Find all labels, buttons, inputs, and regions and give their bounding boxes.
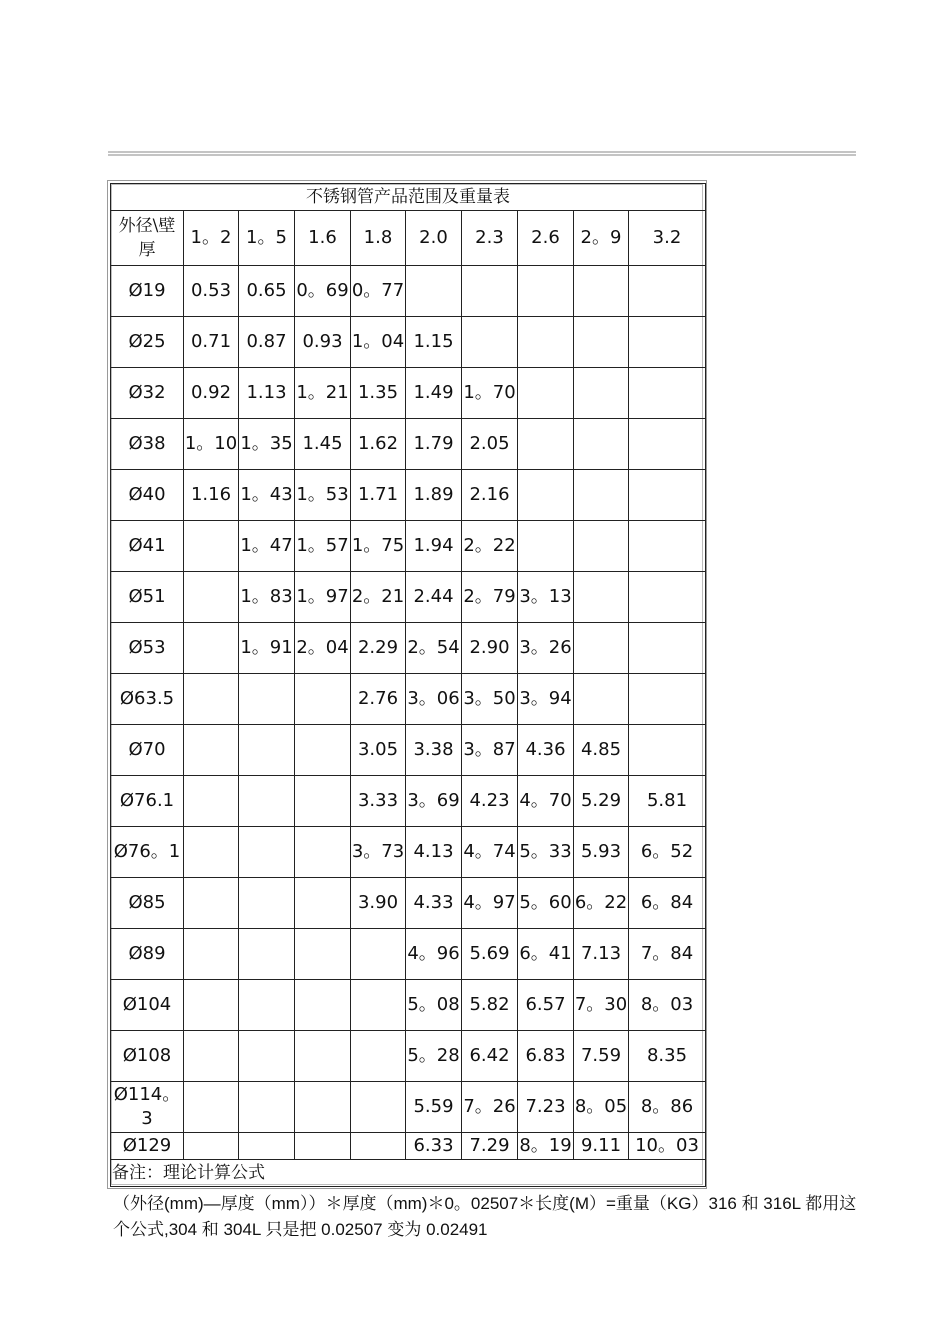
outer-diameter-cell: Ø38 bbox=[111, 419, 184, 470]
weight-cell: 8。19 bbox=[518, 1133, 574, 1160]
weight-cell: 2.05 bbox=[462, 419, 518, 470]
weight-cell bbox=[518, 419, 574, 470]
weight-cell bbox=[295, 929, 351, 980]
outer-diameter-cell: Ø41 bbox=[111, 521, 184, 572]
weight-cell bbox=[574, 419, 629, 470]
weight-cell: 4。70 bbox=[518, 776, 574, 827]
weight-cell: 6。84 bbox=[629, 878, 706, 929]
weight-cell: 1.35 bbox=[351, 368, 406, 419]
weight-cell: 0.65 bbox=[239, 266, 295, 317]
weight-cell: 3。73 bbox=[351, 827, 406, 878]
weight-cell bbox=[629, 470, 706, 521]
weight-cell: 2.90 bbox=[462, 623, 518, 674]
weight-cell: 10。03 bbox=[629, 1133, 706, 1160]
table-row bbox=[111, 1031, 706, 1082]
table-row bbox=[111, 1133, 706, 1160]
weight-cell bbox=[351, 929, 406, 980]
thickness-header: 1.6 bbox=[295, 211, 351, 266]
outer-diameter-cell: Ø51 bbox=[111, 572, 184, 623]
weight-cell: 1。43 bbox=[239, 470, 295, 521]
weight-cell: 6.57 bbox=[518, 980, 574, 1031]
thickness-header: 1.8 bbox=[351, 211, 406, 266]
weight-cell bbox=[239, 1031, 295, 1082]
thickness-header: 1。2 bbox=[184, 211, 239, 266]
weight-cell: 1。70 bbox=[462, 368, 518, 419]
weight-cell bbox=[629, 725, 706, 776]
weight-cell: 1.49 bbox=[406, 368, 462, 419]
weight-cell: 5。33 bbox=[518, 827, 574, 878]
weight-cell bbox=[184, 674, 239, 725]
weight-cell: 5。28 bbox=[406, 1031, 462, 1082]
weight-cell bbox=[295, 674, 351, 725]
outer-diameter-cell: Ø19 bbox=[111, 266, 184, 317]
weight-cell: 1.16 bbox=[184, 470, 239, 521]
weight-cell: 0.87 bbox=[239, 317, 295, 368]
weight-cell bbox=[629, 317, 706, 368]
table-row bbox=[111, 827, 706, 878]
weight-cell: 2.76 bbox=[351, 674, 406, 725]
weight-cell: 1.79 bbox=[406, 419, 462, 470]
weight-cell bbox=[184, 827, 239, 878]
weight-cell: 1。35 bbox=[239, 419, 295, 470]
weight-cell bbox=[184, 1082, 239, 1133]
weight-cell: 2。54 bbox=[406, 623, 462, 674]
weight-cell: 1。53 bbox=[295, 470, 351, 521]
table-row bbox=[111, 572, 706, 623]
weight-cell: 8.35 bbox=[629, 1031, 706, 1082]
weight-cell: 1。04 bbox=[351, 317, 406, 368]
weight-cell bbox=[518, 470, 574, 521]
weight-cell: 2.16 bbox=[462, 470, 518, 521]
weight-cell: 6.33 bbox=[406, 1133, 462, 1160]
thickness-header: 2。9 bbox=[574, 211, 629, 266]
weight-cell bbox=[184, 1133, 239, 1160]
weight-cell bbox=[295, 980, 351, 1031]
weight-cell: 1.89 bbox=[406, 470, 462, 521]
weight-cell: 2.44 bbox=[406, 572, 462, 623]
weight-cell bbox=[239, 1082, 295, 1133]
header-row bbox=[111, 211, 706, 266]
table-row bbox=[111, 674, 706, 725]
weight-cell bbox=[574, 674, 629, 725]
weight-cell bbox=[518, 368, 574, 419]
weight-cell bbox=[629, 521, 706, 572]
weight-cell: 0.53 bbox=[184, 266, 239, 317]
table-row bbox=[111, 317, 706, 368]
weight-cell: 0.93 bbox=[295, 317, 351, 368]
weight-cell bbox=[629, 623, 706, 674]
weight-cell: 2。79 bbox=[462, 572, 518, 623]
weight-cell bbox=[295, 1082, 351, 1133]
weight-cell: 3。50 bbox=[462, 674, 518, 725]
weight-cell: 4.13 bbox=[406, 827, 462, 878]
outer-diameter-cell: Ø129 bbox=[111, 1133, 184, 1160]
weight-cell bbox=[574, 368, 629, 419]
weight-cell bbox=[629, 572, 706, 623]
table-row bbox=[111, 980, 706, 1031]
table-row bbox=[111, 266, 706, 317]
weight-cell: 2。04 bbox=[295, 623, 351, 674]
outer-diameter-cell: Ø63.5 bbox=[111, 674, 184, 725]
outer-diameter-cell: Ø76.1 bbox=[111, 776, 184, 827]
weight-cell: 8。03 bbox=[629, 980, 706, 1031]
weight-cell: 7.29 bbox=[462, 1133, 518, 1160]
weight-cell bbox=[295, 878, 351, 929]
table-row bbox=[111, 1082, 706, 1133]
weight-cell: 3.05 bbox=[351, 725, 406, 776]
outer-diameter-cell: Ø70 bbox=[111, 725, 184, 776]
weight-cell bbox=[184, 878, 239, 929]
weight-cell: 5.29 bbox=[574, 776, 629, 827]
horizontal-rule bbox=[108, 151, 856, 156]
weight-cell bbox=[629, 266, 706, 317]
corner-header: 外径\壁厚 bbox=[111, 211, 184, 266]
weight-cell: 3。26 bbox=[518, 623, 574, 674]
table-row bbox=[111, 623, 706, 674]
weight-cell: 4。74 bbox=[462, 827, 518, 878]
weight-cell: 7.13 bbox=[574, 929, 629, 980]
weight-cell: 0.92 bbox=[184, 368, 239, 419]
weight-cell: 1。10 bbox=[184, 419, 239, 470]
weight-cell bbox=[184, 929, 239, 980]
weight-cell bbox=[184, 572, 239, 623]
outer-diameter-cell: Ø25 bbox=[111, 317, 184, 368]
outer-diameter-cell: Ø76。1 bbox=[111, 827, 184, 878]
weight-cell bbox=[184, 725, 239, 776]
weight-cell: 5.81 bbox=[629, 776, 706, 827]
table-row bbox=[111, 725, 706, 776]
weight-cell: 1.15 bbox=[406, 317, 462, 368]
weight-cell bbox=[184, 776, 239, 827]
weight-cell bbox=[295, 1133, 351, 1160]
weight-cell: 0。77 bbox=[351, 266, 406, 317]
weight-cell: 1.45 bbox=[295, 419, 351, 470]
weight-cell: 9.11 bbox=[574, 1133, 629, 1160]
weight-cell: 2。22 bbox=[462, 521, 518, 572]
weight-cell: 6.42 bbox=[462, 1031, 518, 1082]
table-title: 不锈钢管产品范围及重量表 bbox=[111, 184, 706, 211]
weight-cell: 1.94 bbox=[406, 521, 462, 572]
weight-cell: 5.93 bbox=[574, 827, 629, 878]
weight-cell bbox=[295, 725, 351, 776]
outer-diameter-cell: Ø40 bbox=[111, 470, 184, 521]
weight-cell bbox=[518, 521, 574, 572]
weight-cell: 1。21 bbox=[295, 368, 351, 419]
weight-cell: 1。57 bbox=[295, 521, 351, 572]
table-row bbox=[111, 368, 706, 419]
weight-cell bbox=[462, 266, 518, 317]
weight-cell bbox=[184, 1031, 239, 1082]
weight-cell: 5。60 bbox=[518, 878, 574, 929]
weight-cell: 3。87 bbox=[462, 725, 518, 776]
thickness-header: 1。5 bbox=[239, 211, 295, 266]
weight-cell bbox=[351, 980, 406, 1031]
weight-cell: 3。06 bbox=[406, 674, 462, 725]
weight-cell: 5.59 bbox=[406, 1082, 462, 1133]
weight-cell: 7。26 bbox=[462, 1082, 518, 1133]
weight-cell bbox=[574, 470, 629, 521]
weight-cell bbox=[239, 827, 295, 878]
thickness-header: 2.0 bbox=[406, 211, 462, 266]
weight-cell bbox=[239, 929, 295, 980]
weight-cell: 1。47 bbox=[239, 521, 295, 572]
weight-cell bbox=[518, 317, 574, 368]
table-row bbox=[111, 521, 706, 572]
weight-cell bbox=[239, 725, 295, 776]
weight-cell bbox=[295, 1031, 351, 1082]
weight-cell: 1.13 bbox=[239, 368, 295, 419]
weight-cell: 4。97 bbox=[462, 878, 518, 929]
outer-diameter-cell: Ø104 bbox=[111, 980, 184, 1031]
weight-cell: 4.36 bbox=[518, 725, 574, 776]
weight-cell: 3.33 bbox=[351, 776, 406, 827]
weight-cell: 5.82 bbox=[462, 980, 518, 1031]
weight-cell: 1。75 bbox=[351, 521, 406, 572]
weight-cell: 1.71 bbox=[351, 470, 406, 521]
weight-cell: 3。94 bbox=[518, 674, 574, 725]
weight-cell bbox=[629, 419, 706, 470]
weight-cell: 3。69 bbox=[406, 776, 462, 827]
thickness-header: 2.3 bbox=[462, 211, 518, 266]
weight-cell: 3。13 bbox=[518, 572, 574, 623]
weight-cell: 7。84 bbox=[629, 929, 706, 980]
weight-cell bbox=[351, 1082, 406, 1133]
weight-cell bbox=[518, 266, 574, 317]
outer-diameter-cell: Ø32 bbox=[111, 368, 184, 419]
weight-cell: 6。22 bbox=[574, 878, 629, 929]
weight-cell bbox=[184, 521, 239, 572]
weight-cell bbox=[239, 1133, 295, 1160]
weight-cell: 4。96 bbox=[406, 929, 462, 980]
weight-cell: 4.23 bbox=[462, 776, 518, 827]
weight-cell bbox=[351, 1031, 406, 1082]
weight-cell bbox=[574, 317, 629, 368]
weight-cell bbox=[574, 521, 629, 572]
weight-cell: 1。97 bbox=[295, 572, 351, 623]
weight-cell: 1。83 bbox=[239, 572, 295, 623]
weight-cell bbox=[406, 266, 462, 317]
weight-cell bbox=[574, 572, 629, 623]
table-row bbox=[111, 776, 706, 827]
weight-cell bbox=[462, 317, 518, 368]
remark-cell: 备注：理论计算公式 bbox=[111, 1160, 706, 1187]
weight-cell bbox=[239, 878, 295, 929]
weight-cell bbox=[239, 776, 295, 827]
weight-cell: 5.69 bbox=[462, 929, 518, 980]
weight-cell: 3.38 bbox=[406, 725, 462, 776]
weight-cell: 8。05 bbox=[574, 1082, 629, 1133]
outer-diameter-cell: Ø114。3 bbox=[111, 1082, 184, 1133]
formula-note: （外径(mm)—厚度（mm））＊厚度（mm)＊0。02507＊长度(M）=重量（KG）316 和 316L 都用这个公式,304 和 304L 只是把 0.02507 变为 0.02491 bbox=[113, 1194, 857, 1239]
weight-cell bbox=[574, 623, 629, 674]
thickness-header: 3.2 bbox=[629, 211, 706, 266]
thickness-header: 2.6 bbox=[518, 211, 574, 266]
weight-cell: 1.62 bbox=[351, 419, 406, 470]
weight-cell bbox=[629, 674, 706, 725]
weight-cell bbox=[351, 1133, 406, 1160]
weight-cell: 7。30 bbox=[574, 980, 629, 1031]
weight-cell: 1。91 bbox=[239, 623, 295, 674]
weight-cell: 0。69 bbox=[295, 266, 351, 317]
weight-cell: 6.83 bbox=[518, 1031, 574, 1082]
weight-cell: 4.33 bbox=[406, 878, 462, 929]
weight-cell: 6。52 bbox=[629, 827, 706, 878]
outer-diameter-cell: Ø85 bbox=[111, 878, 184, 929]
weight-cell bbox=[239, 674, 295, 725]
weight-cell bbox=[295, 827, 351, 878]
weight-cell bbox=[295, 776, 351, 827]
table-row bbox=[111, 470, 706, 521]
weight-cell: 2.29 bbox=[351, 623, 406, 674]
weight-cell: 2。21 bbox=[351, 572, 406, 623]
weight-cell: 7.23 bbox=[518, 1082, 574, 1133]
table-row bbox=[111, 929, 706, 980]
weight-cell: 4.85 bbox=[574, 725, 629, 776]
outer-diameter-cell: Ø53 bbox=[111, 623, 184, 674]
weight-cell bbox=[629, 368, 706, 419]
table-row bbox=[111, 878, 706, 929]
outer-diameter-cell: Ø108 bbox=[111, 1031, 184, 1082]
weight-cell: 6。41 bbox=[518, 929, 574, 980]
weight-cell bbox=[239, 980, 295, 1031]
weight-cell: 0.71 bbox=[184, 317, 239, 368]
weight-cell bbox=[184, 980, 239, 1031]
weight-cell: 7.59 bbox=[574, 1031, 629, 1082]
weight-cell bbox=[574, 266, 629, 317]
outer-diameter-cell: Ø89 bbox=[111, 929, 184, 980]
table-row bbox=[111, 419, 706, 470]
weight-cell: 5。08 bbox=[406, 980, 462, 1031]
weight-cell: 3.90 bbox=[351, 878, 406, 929]
weight-cell bbox=[184, 623, 239, 674]
weight-cell: 8。86 bbox=[629, 1082, 706, 1133]
weight-table bbox=[110, 183, 706, 1187]
